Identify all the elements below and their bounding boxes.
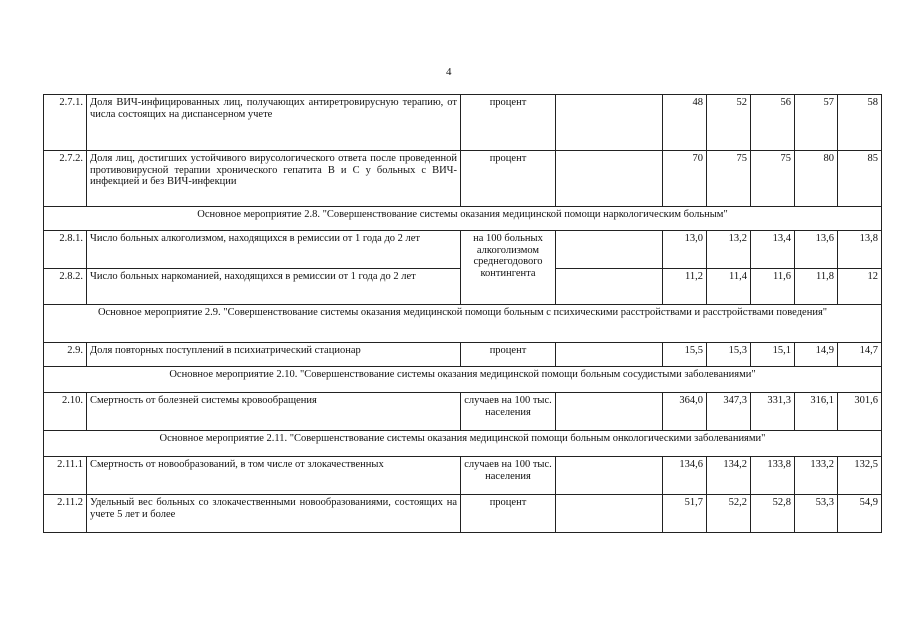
section-row: [44, 431, 882, 457]
value-cell: 11,8: [795, 269, 838, 305]
row-code: 2.7.1.: [44, 95, 87, 151]
value-cell: 15,1: [751, 343, 795, 367]
value-cell: 13,2: [707, 231, 751, 269]
value-cell: 11,2: [663, 269, 707, 305]
row-indicator-name: Смертность от болезней системы кровообращения: [87, 393, 461, 431]
row-unit: на 100 больных алкоголизмом среднегодового контингента: [461, 231, 556, 305]
value-cell: 13,0: [663, 231, 707, 269]
table-row: [44, 457, 882, 495]
empty-cell: [556, 151, 663, 207]
value-cell: 85: [838, 151, 882, 207]
row-code: 2.8.2.: [44, 269, 87, 305]
value-cell: 301,6: [838, 393, 882, 431]
indicators-table: [43, 94, 882, 533]
empty-cell: [556, 495, 663, 533]
row-code: 2.7.2.: [44, 151, 87, 207]
row-unit: случаев на 100 тыс. населения: [461, 393, 556, 431]
row-code: 2.9.: [44, 343, 87, 367]
empty-cell: [556, 457, 663, 495]
value-cell: 58: [838, 95, 882, 151]
row-code: 2.11.1: [44, 457, 87, 495]
row-indicator-name: Удельный вес больных со злокачественными новообразованиями, состоящих на учете 5 лет и более: [87, 495, 461, 533]
row-unit: случаев на 100 тыс. населения: [461, 457, 556, 495]
row-indicator-name: Смертность от новообразований, в том числе от злокачественных: [87, 457, 461, 495]
row-code: 2.10.: [44, 393, 87, 431]
row-indicator-name: Доля повторных поступлений в психиатрический стационар: [87, 343, 461, 367]
value-cell: 347,3: [707, 393, 751, 431]
empty-cell: [556, 343, 663, 367]
empty-cell: [556, 393, 663, 431]
value-cell: 75: [707, 151, 751, 207]
value-cell: 331,3: [751, 393, 795, 431]
value-cell: 52,2: [707, 495, 751, 533]
table-row: [44, 95, 882, 151]
value-cell: 14,7: [838, 343, 882, 367]
value-cell: 52: [707, 95, 751, 151]
value-cell: 56: [751, 95, 795, 151]
row-indicator-name: Число больных алкоголизмом, находящихся в ремиссии от 1 года до 2 лет: [87, 231, 461, 269]
value-cell: 14,9: [795, 343, 838, 367]
row-unit: процент: [461, 95, 556, 151]
value-cell: 75: [751, 151, 795, 207]
row-indicator-name: Доля лиц, достигших устойчивого вирусологического ответа после проведенной противовирусной терапии хронического гепатита В и С у больных с ВИЧ-инфекцией и без ВИЧ-инфекции: [87, 151, 461, 207]
empty-cell: [556, 269, 663, 305]
row-code: 2.8.1.: [44, 231, 87, 269]
value-cell: 57: [795, 95, 838, 151]
row-indicator-name: Число больных наркоманией, находящихся в ремиссии от 1 года до 2 лет: [87, 269, 461, 305]
page-number: 4: [446, 66, 452, 78]
value-cell: 13,8: [838, 231, 882, 269]
value-cell: 11,6: [751, 269, 795, 305]
value-cell: 134,2: [707, 457, 751, 495]
value-cell: 54,9: [838, 495, 882, 533]
value-cell: 15,3: [707, 343, 751, 367]
row-unit: процент: [461, 151, 556, 207]
value-cell: 133,2: [795, 457, 838, 495]
value-cell: 12: [838, 269, 882, 305]
row-unit: процент: [461, 343, 556, 367]
section-heading: Основное мероприятие 2.8. "Совершенствование системы оказания медицинской помощи наркологическим больным": [44, 207, 882, 231]
row-unit: процент: [461, 495, 556, 533]
value-cell: 134,6: [663, 457, 707, 495]
section-heading: Основное мероприятие 2.11. "Совершенствование системы оказания медицинской помощи больным онкологическими заболеваниями": [44, 431, 882, 457]
value-cell: 13,4: [751, 231, 795, 269]
value-cell: 51,7: [663, 495, 707, 533]
empty-cell: [556, 231, 663, 269]
section-heading: Основное мероприятие 2.9. "Совершенствование системы оказания медицинской помощи больным с психическими расстройствами и расстройствами поведения": [44, 305, 882, 343]
table-row: [44, 495, 882, 533]
table-row: [44, 231, 882, 269]
table-row: [44, 343, 882, 367]
row-indicator-name: Доля ВИЧ-инфицированных лиц, получающих антиретровирусную терапию, от числа состоящих на диспансерном учете: [87, 95, 461, 151]
value-cell: 48: [663, 95, 707, 151]
section-row: [44, 305, 882, 343]
value-cell: 15,5: [663, 343, 707, 367]
value-cell: 52,8: [751, 495, 795, 533]
table-row: [44, 393, 882, 431]
value-cell: 80: [795, 151, 838, 207]
section-heading: Основное мероприятие 2.10. "Совершенствование системы оказания медицинской помощи больным сосудистыми заболеваниями": [44, 367, 882, 393]
section-row: [44, 367, 882, 393]
value-cell: 133,8: [751, 457, 795, 495]
value-cell: 132,5: [838, 457, 882, 495]
empty-cell: [556, 95, 663, 151]
section-row: [44, 207, 882, 231]
value-cell: 70: [663, 151, 707, 207]
value-cell: 53,3: [795, 495, 838, 533]
value-cell: 316,1: [795, 393, 838, 431]
table-row: [44, 151, 882, 207]
row-code: 2.11.2: [44, 495, 87, 533]
value-cell: 364,0: [663, 393, 707, 431]
value-cell: 13,6: [795, 231, 838, 269]
value-cell: 11,4: [707, 269, 751, 305]
